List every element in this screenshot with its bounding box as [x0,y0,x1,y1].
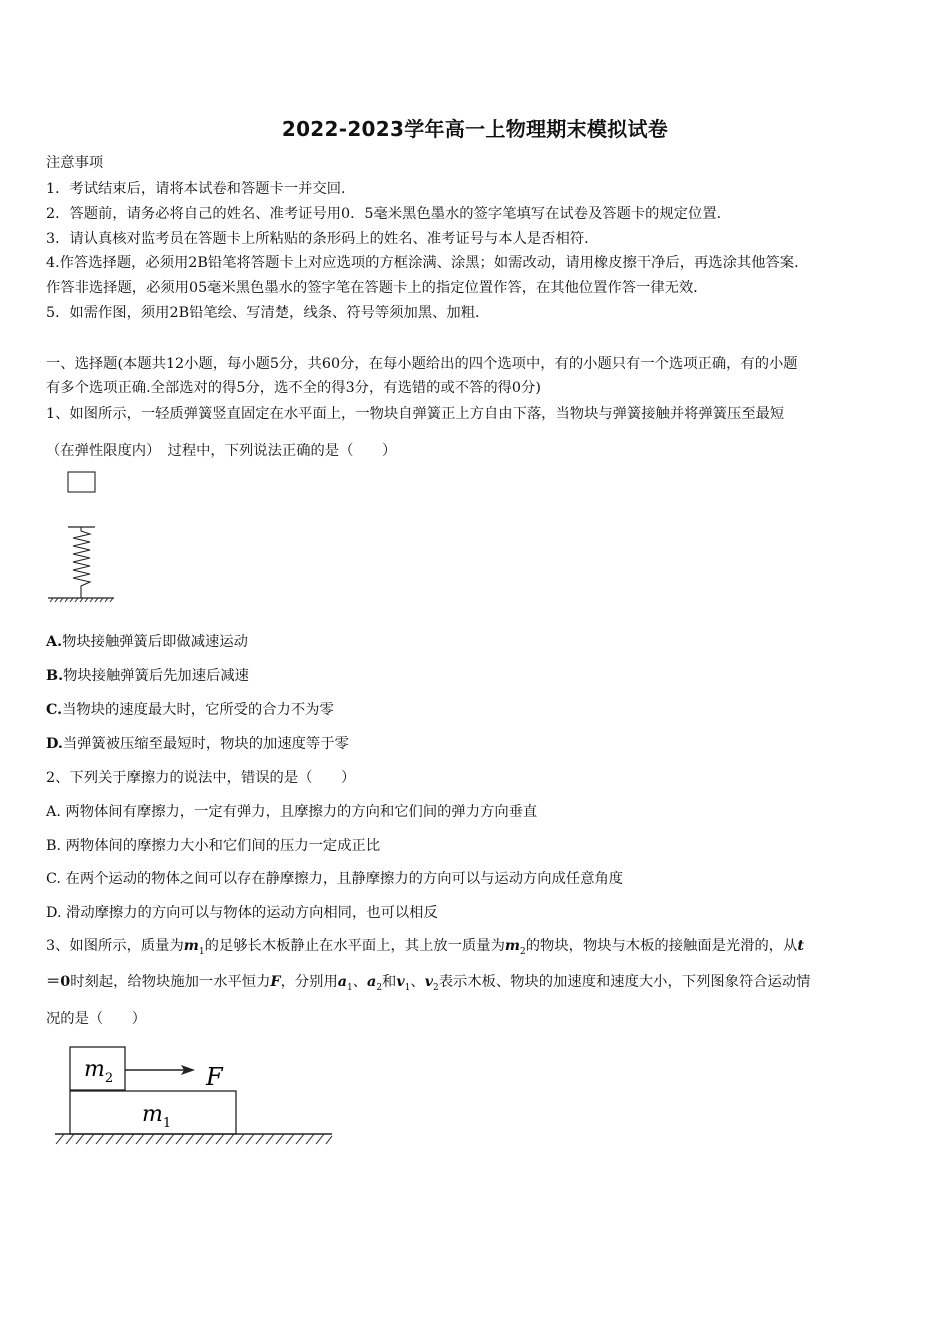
var-v: v [396,974,405,990]
text: ，分别用 [280,974,338,990]
text: 时刻起，给物块施加一水平恒力 [70,974,271,990]
q3-stem-cont [46,971,810,993]
q2-stem: 2、下列关于摩擦力的说法中，错误的是（ ） [46,770,356,786]
option-text: 当物块的速度最大时，它所受的合力不为零 [62,702,334,718]
text: 表示木板、物块的加速度和速度大小，下列图象符合运动情 [438,974,811,990]
section-heading-cont: 有多个选项正确.全部选对的得5分，选不全的得3分，有选错的或不答的得0分) [46,380,541,396]
var-a: a [337,974,348,990]
option-letter: D. [46,736,63,752]
label-F: F [206,1063,223,1091]
notice-item: 2．答题前，请务必将自己的姓名、准考证号用0．5毫米黑色墨水的签字笔填写在试卷及答题卡的规定位置． [46,206,731,222]
q2-option-b: B. 两物体间的摩擦力大小和它们间的压力一定成正比 [46,838,381,854]
q2-option-d: D. 滑动摩擦力的方向可以与物体的运动方向相同，也可以相反 [46,905,438,921]
spring-diagram [46,470,121,605]
label-m2: $m_2$ [84,1057,114,1086]
var-v: v [424,974,433,990]
option-letter: B. [46,668,64,684]
text: 3、如图所示，质量为 [46,938,184,954]
q1-option-b [46,665,249,685]
q3-stem [46,935,804,957]
option-letter: A. [46,634,63,650]
ground-hatching [56,1134,332,1144]
option-text: 物块接触弹簧后即做减速运动 [62,634,248,650]
sub: 2 [433,982,439,993]
q3-stem-end: 况的是（ ） [46,1011,147,1027]
q1-option-a [46,631,248,651]
var-a: a [367,974,377,990]
text: ＝0 [46,974,71,990]
notice-heading: 注意事项 [46,155,104,171]
text: 、 [352,974,368,990]
q1-option-d [46,733,349,753]
notice-item: 3．请认真核对监考员在答题卡上所粘贴的条形码上的姓名、准考证号与本人是否相符． [46,231,599,247]
q2-option-a: A. 两物体间有摩擦力，一定有弹力，且摩擦力的方向和它们间的弹力方向垂直 [46,804,538,820]
var-m: m [183,938,199,954]
var-F: F [270,974,281,990]
text: 、 [410,974,425,990]
sub: 1 [198,946,205,957]
notice-item: 1．考试结束后，请将本试卷和答题卡一并交回． [46,181,356,197]
sub: 1 [347,982,353,993]
spring-coil [73,527,90,598]
q2-option-c: C. 在两个运动的物体之间可以存在静摩擦力，且静摩擦力的方向可以与运动方向成任意角度 [46,871,624,887]
text: 的足够长木板静止在水平面上，其上放一质量为 [204,938,505,954]
text: 和 [382,974,397,990]
q1-stem: 1、如图所示，一轻质弹簧竖直固定在水平面上，一物块自弹簧正上方自由下落，当物块与弹簧接触并将弹簧压至最短 [46,406,785,422]
notice-item: 作答非选择题，必须用05毫米黑色墨水的签字笔在答题卡上的指定位置作答，在其他位置作答一律无效． [46,280,708,296]
falling-block [68,472,95,492]
text: 的物块，物块与木板的接触面是光滑的，从 [525,938,798,954]
sub: 2 [376,982,383,993]
sub: 1 [404,982,411,993]
var-m: m [504,938,521,954]
option-text: 当弹簧被压缩至最短时，物块的加速度等于零 [62,736,349,752]
option-letter: C. [46,702,63,718]
q1-stem-cont: （在弹性限度内） 过程中，下列说法正确的是（ ） [46,443,397,459]
block-board-diagram [50,1040,340,1155]
section-heading: 一、选择题(本题共12小题，每小题5分，共60分，在每小题给出的四个选项中，有的小题只有一个选项正确，有的小题 [46,356,798,372]
var-t: t [797,938,805,954]
notice-item: 4.作答选择题，必须用2B铅笔将答题卡上对应选项的方框涂满、涂黑；如需改动，请用橡皮擦干净后，再选涂其他答案． [46,255,809,271]
sub: 2 [520,946,526,957]
q1-option-c [46,699,334,719]
label-m1: $m_1$ [142,1102,172,1131]
page-title: 2022-2023学年高一上物理期末模拟试卷 [281,117,669,141]
notice-item: 5．如需作图，须用2B铅笔绘、写清楚，线条、符号等须加黑、加粗． [46,305,490,321]
option-text: 物块接触弹簧后先加速后减速 [63,668,249,684]
